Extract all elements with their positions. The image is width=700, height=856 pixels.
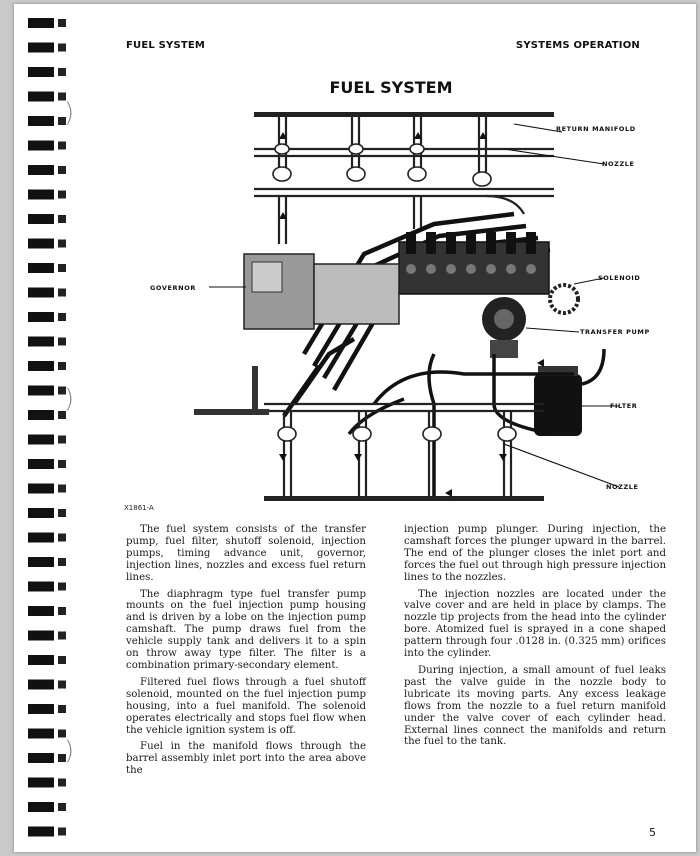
binding-hole [58,583,66,591]
manual-page [14,4,696,852]
binding-hole [58,68,66,76]
binding-loop [28,116,54,126]
binding-loop [28,263,54,273]
binding-hole [58,264,66,272]
binding-loop [28,214,54,224]
binding-loop [28,655,54,665]
binding-loop [28,361,54,371]
binding-hole [58,534,66,542]
binding-hole [58,632,66,640]
margin-mark: ) [64,98,75,128]
binding-loop [28,18,54,28]
fuel-system-diagram [134,104,674,522]
paragraph: The diaphragm type fuel transfer pump mounts on the fuel injection pump housing and is driven by a lobe on the injection pump camshaft. The pump draws fuel from the vehicle supply tank and delivers it to a spin on throw away type filter. The filter is a combination primary-secondary element. [126,588,366,671]
binding-loop [28,239,54,249]
binding-hole [58,338,66,346]
page-number: 5 [649,826,656,839]
binding-hole [58,142,66,150]
binding-hole [58,656,66,664]
binding-loop [28,606,54,616]
binding-loop [28,288,54,298]
binding-hole [58,681,66,689]
body-column-right [404,524,666,753]
binding-hole [58,362,66,370]
paragraph: Filtered fuel flows through a fuel shutoff solenoid, mounted on the fuel injection pump housing, into a fuel manifold. The solenoid operates electrically and stops fuel flow when the vehicle ignition system is off. [126,676,366,736]
paragraph: The fuel system consists of the transfer pump, fuel filter, shutoff solenoid, injection pumps, timing advance unit, governor, injection lines, nozzles and excess fuel return lines. [126,524,366,583]
binding-hole [58,828,66,836]
binding-loop [28,680,54,690]
binding-loop [28,67,54,77]
binding-hole [58,803,66,811]
binding-loop [28,557,54,567]
binding-hole [58,485,66,493]
binding-loop [28,778,54,788]
binding-loop [28,141,54,151]
running-header-right: SYSTEMS OPERATION [515,40,640,51]
page-title: FUEL SYSTEM [329,78,453,97]
binding-hole [58,289,66,297]
binding-loop [28,729,54,739]
paragraph: During injection, a small amount of fuel leaks past the valve guide in the nozzle body to lubricate its moving parts. Any excess leakage flows from the nozzle to a fuel return manifold under the valve cover of each cylinder head. External lines connect the manifolds and return the fuel to the tank. [404,664,666,748]
spiral-binding [14,8,76,856]
binding-hole [58,705,66,713]
binding-loop [28,410,54,420]
binding-loop [28,435,54,445]
callout-nozzle-bottom: NOZZLE [606,483,639,491]
paragraph: The injection nozzles are located under the valve cover and are held in place by clamps. The nozzle tip projects from the head into the cylinder bore. Atomized fuel is sprayed in a cone shaped pattern through four .0128 in. (0.325 mm) orifices into the cylinder. [404,588,666,660]
binding-hole [58,436,66,444]
binding-loop [28,190,54,200]
callout-solenoid: SOLENOID [598,274,641,282]
running-header-left: FUEL SYSTEM [126,40,206,51]
margin-mark: ) [64,736,75,766]
binding-loop [28,459,54,469]
binding-hole [58,607,66,615]
callout-return-manifold: RETURN MANIFOLD [556,125,636,133]
binding-loop [28,508,54,518]
callout-nozzle-top: NOZZLE [602,160,635,168]
callout-transfer-pump: TRANSFER PUMP [580,328,650,336]
binding-loop [28,533,54,543]
binding-hole [58,779,66,787]
binding-loop [28,337,54,347]
body-column-left [126,524,366,782]
binding-loop [28,631,54,641]
binding-hole [58,19,66,27]
binding-loop [28,386,54,396]
binding-hole [58,215,66,223]
binding-loop [28,312,54,322]
binding-loop [28,827,54,837]
paragraph: injection pump plunger. During injection, the camshaft forces the plunger upward in the barrel. The end of the plunger closes the inlet port and forces the fuel out through high pressure injection lines to the nozzles. [404,524,666,583]
binding-hole [58,313,66,321]
binding-loop [28,484,54,494]
binding-loop [28,704,54,714]
callout-governor: GOVERNOR [150,284,196,292]
callout-filter: FILTER [610,402,638,410]
figure-id: X1861-A [124,504,154,512]
binding-hole [58,191,66,199]
paragraph: Fuel in the manifold flows through the barrel assembly inlet port into the area above the [126,741,366,777]
binding-hole [58,240,66,248]
binding-hole [58,44,66,52]
binding-loop [28,802,54,812]
binding-hole [58,460,66,468]
binding-hole [58,558,66,566]
binding-loop [28,582,54,592]
binding-hole [58,166,66,174]
margin-mark: ) [64,384,75,414]
binding-loop [28,753,54,763]
binding-loop [28,43,54,53]
binding-loop [28,165,54,175]
binding-hole [58,509,66,517]
